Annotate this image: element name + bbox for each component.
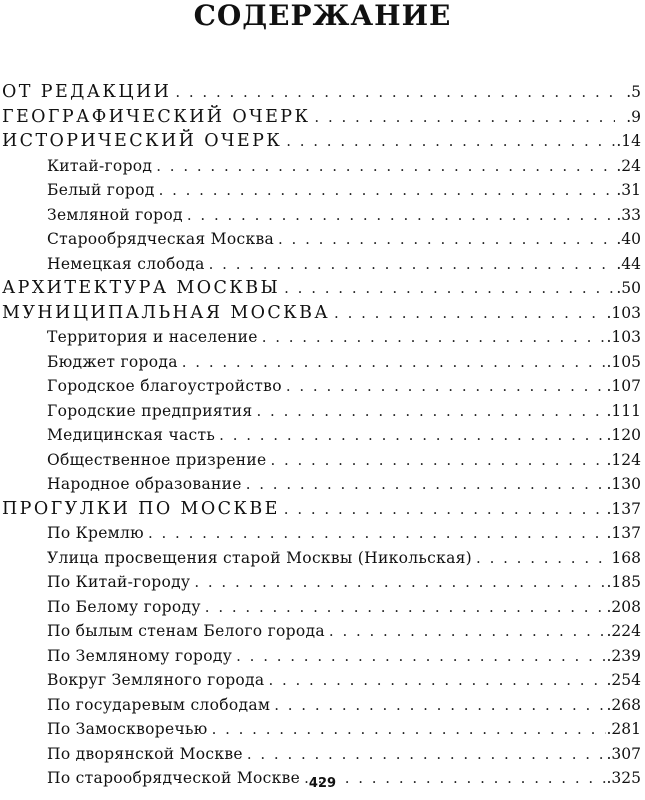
toc-entry-label: Белый город [47, 181, 155, 199]
toc-entry-label: Территория и население [47, 328, 258, 346]
dot-leader [155, 178, 615, 203]
dot-leader [208, 717, 607, 742]
toc-entry-page: .31 [616, 181, 641, 199]
dot-leader [205, 252, 615, 277]
toc-subentry [0, 521, 641, 546]
toc-subentry [0, 448, 641, 473]
toc-entry-label: Городские предприятия [47, 401, 253, 420]
dot-leader [183, 203, 615, 228]
dot-leader [266, 448, 606, 473]
toc-entry-page: .137 [606, 524, 641, 542]
toc-entry [0, 105, 641, 130]
toc-subentry [0, 717, 641, 742]
toc-entry-page: .120 [606, 426, 641, 444]
toc-entry-page: 168 [611, 548, 641, 567]
toc-entry-label: По государевым слободам [47, 695, 271, 714]
toc-entry-label: По дворянской Москве [47, 744, 243, 763]
toc-entry-label: Старообрядческая Москва [47, 230, 275, 248]
toc-entry [0, 276, 641, 301]
toc-subentry [0, 619, 641, 644]
dot-leader [280, 276, 615, 301]
toc-entry-label: Городское благоустройство [47, 377, 282, 395]
toc-entry-page: .224 [606, 622, 641, 640]
dot-leader [264, 668, 606, 693]
dot-leader [242, 472, 607, 497]
toc-entry-page: .24 [616, 156, 641, 175]
toc-entry-page: .254 [606, 671, 641, 689]
toc-subentry [0, 472, 641, 497]
dot-leader [330, 301, 606, 326]
toc-subentry [0, 546, 641, 571]
toc-subentry [0, 154, 641, 179]
toc-entry-page: .307 [606, 744, 641, 763]
dot-leader [171, 80, 615, 105]
toc-entry-label: АРХИТЕКТУРА МОСКВЫ [2, 278, 281, 298]
toc-entry-label: Немецкая слобода [47, 254, 205, 273]
toc-entry-label: Улица просвещения старой Москвы (Никольская) [47, 548, 473, 567]
toc-subentry [0, 423, 641, 448]
toc-entry-label: По Земляному городу [47, 646, 233, 665]
toc-entry-page: .107 [606, 377, 641, 395]
toc-entry [0, 129, 641, 154]
toc-entry-page: .44 [616, 254, 641, 273]
dot-leader [152, 154, 615, 179]
toc-subentry [0, 693, 641, 718]
toc-subentry [0, 252, 641, 277]
dot-leader [232, 644, 606, 669]
page-number: 429 [308, 776, 337, 791]
toc-entry-label: ОТ РЕДАКЦИИ [2, 82, 172, 102]
dot-leader [282, 129, 615, 154]
dot-leader [253, 399, 607, 424]
toc-entry-page: .281 [606, 720, 641, 738]
toc-entry-label: По Китай-городу [47, 573, 191, 591]
dot-leader [280, 497, 607, 522]
toc-entry-label: Общественное призрение [47, 450, 267, 469]
toc-subentry [0, 203, 641, 228]
toc-subentry [0, 374, 641, 399]
toc-entry [0, 80, 641, 105]
toc-entry-page: .103 [606, 303, 641, 322]
toc-entry-page: .185 [606, 573, 641, 591]
dot-leader [201, 595, 607, 620]
toc-entry-page: .103 [606, 328, 641, 346]
toc-entry-page: .50 [616, 279, 641, 297]
toc-entry [0, 497, 641, 522]
toc-entry-page: .325 [606, 769, 641, 787]
toc-entry-label: Китай-город [47, 156, 153, 175]
dot-leader [178, 350, 607, 375]
dot-leader [144, 521, 607, 546]
dot-leader [282, 374, 607, 399]
toc-entry-label: По Кремлю [47, 524, 144, 542]
dot-leader [243, 742, 607, 767]
dot-leader [258, 325, 607, 350]
toc-entry-label: Народное образование [47, 475, 242, 493]
toc-entry-label: По старообрядческой Москве [47, 769, 301, 787]
toc-entry-label: По Замоскворечью [47, 720, 208, 738]
dot-leader [310, 105, 615, 130]
toc-entry-label: Медицинская часть [47, 426, 216, 444]
toc-entry-label: ГЕОГРАФИЧЕСКИЙ ОЧЕРК [2, 106, 311, 127]
page-title: СОДЕРЖАНИЕ [193, 0, 452, 32]
toc-subentry [0, 399, 641, 424]
toc-subentry [0, 668, 641, 693]
toc-entry-page: .124 [606, 450, 641, 469]
toc-subentry [0, 742, 641, 767]
toc-entry-page: .239 [606, 646, 641, 665]
toc-subentry [0, 227, 641, 252]
toc-subentry [0, 570, 641, 595]
dot-leader [190, 570, 606, 595]
toc-entry-page: .208 [606, 597, 641, 616]
toc-entry-page: .5 [626, 83, 641, 101]
toc-entry-page: .130 [606, 475, 641, 493]
toc-entry-page: .14 [616, 132, 641, 150]
toc-entry-page: .268 [606, 695, 641, 714]
toc-entry-label: Земляной город [47, 205, 183, 224]
dot-leader [274, 227, 615, 252]
toc-entry [0, 301, 641, 326]
toc-entry-label: Бюджет города [47, 352, 178, 371]
toc-entry-page: .111 [606, 401, 641, 420]
toc-entry-label: По Белому городу [47, 597, 201, 616]
toc-entry-label: ИСТОРИЧЕСКИЙ ОЧЕРК [2, 131, 283, 151]
toc-subentry [0, 595, 641, 620]
toc-entry-page: .33 [616, 205, 641, 224]
toc-entry-page: .9 [626, 107, 641, 126]
toc-subentry [0, 350, 641, 375]
dot-leader [472, 546, 611, 571]
dot-leader [325, 619, 607, 644]
toc-entry-page: .105 [606, 352, 641, 371]
table-of-contents [0, 80, 641, 791]
toc-entry-label: По былым стенам Белого города [47, 622, 325, 640]
dot-leader [270, 693, 606, 718]
toc-entry-page: .137 [606, 499, 641, 518]
toc-entry-label: Вокруг Земляного города [47, 671, 265, 689]
toc-subentry [0, 178, 641, 203]
toc-entry-label: МУНИЦИПАЛЬНАЯ МОСКВА [2, 302, 331, 323]
toc-subentry [0, 644, 641, 669]
toc-entry-page: .40 [616, 230, 641, 248]
toc-entry-label: ПРОГУЛКИ ПО МОСКВЕ [2, 498, 280, 519]
toc-subentry [0, 325, 641, 350]
dot-leader [215, 423, 606, 448]
